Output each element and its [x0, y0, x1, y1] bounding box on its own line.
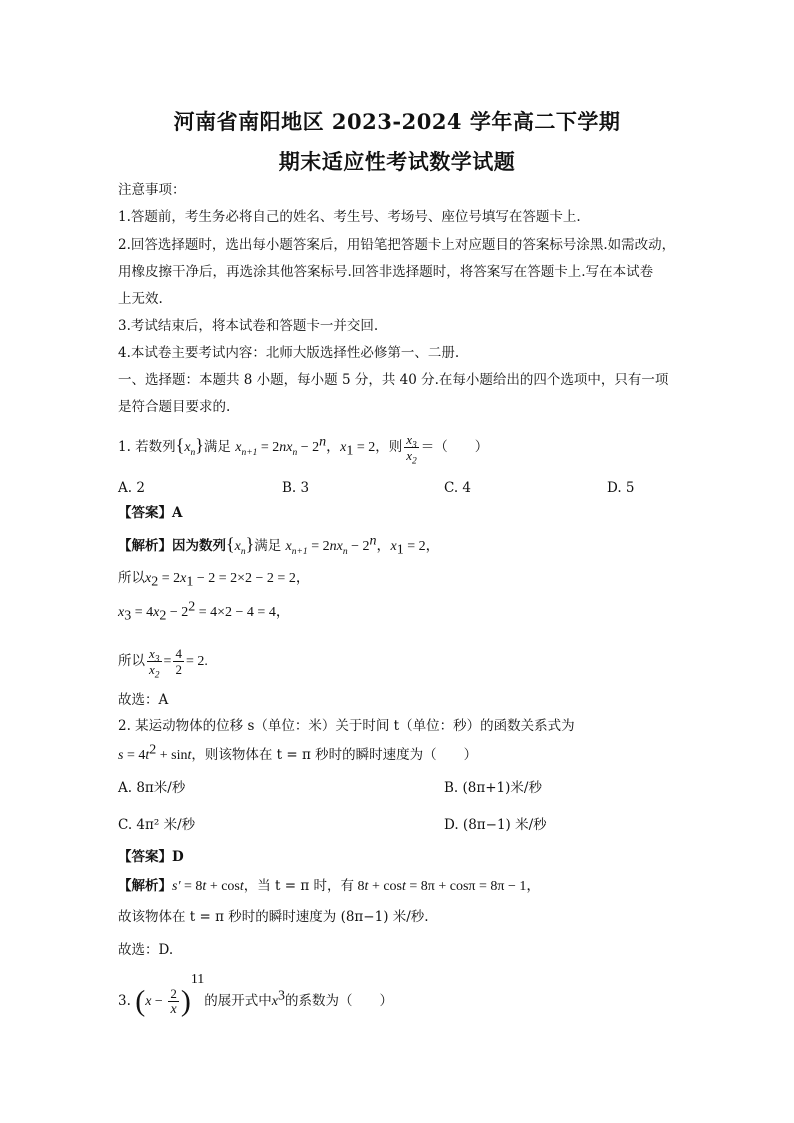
- notice-item: 3.考试结束后，将本试卷和答题卡一并交回.: [118, 318, 379, 334]
- q2-option-a: A. 8π米/秒: [118, 780, 186, 796]
- q1-mid: 满足: [203, 439, 231, 455]
- q1-so-3: 所以: [118, 653, 145, 669]
- q2-choose: 故选：D.: [118, 942, 174, 958]
- q2-option-d: D. (8π−1) 米/秒: [444, 817, 547, 833]
- q1-option-b: B. 3: [282, 480, 310, 496]
- q1-analysis: 【解析】因为数列$\{x_n\}$满足 $x_{n+1} = 2nx_n - 2^n$，$x_1 = 2$，: [118, 533, 440, 558]
- q3-number: 3.: [118, 993, 131, 1009]
- q1-option-c: C. 4: [444, 480, 472, 496]
- q1-step-3: 所以 $\frac{x_3}{x_2}$ = $\frac{4}{2}$ = 2.: [118, 646, 208, 681]
- q2-conclusion: 故该物体在 t = π 秒时的瞬时速度为 (8π−1) 米/秒.: [118, 909, 429, 925]
- q1-prefix: 1. 若数列: [118, 439, 176, 455]
- q2-answer: 【答案】D: [118, 849, 184, 865]
- q2-analysis-mid: ，当 t = π 时，有: [243, 878, 355, 894]
- q1-tail: ＝（ ）: [420, 439, 489, 455]
- q1-answer: 【答案】A: [118, 505, 183, 521]
- q1-choose: 故选：A: [118, 692, 169, 708]
- q1-analysis-mid: 满足: [254, 538, 282, 554]
- question-1: 1. 若数列$\{x_n\}$满足 $x_{n+1} = 2nx_n - 2^n$，$x_1 = 2$，则 $\frac{x_3}{x_2}$ ＝（ ）: [118, 432, 489, 467]
- q1-then: ，则: [375, 439, 403, 455]
- question-3: 3. (x − $\frac{2}{x}$ )$^{11}$的展开式中$x^3$的系数为（ ）: [118, 972, 394, 1018]
- q2-option-b: B. (8π+1)米/秒: [444, 780, 542, 796]
- notice-heading: 注意事项：: [118, 182, 186, 198]
- q1-option-a: A. 2: [118, 480, 145, 496]
- q1-so-1: 所以: [118, 570, 145, 586]
- question-2-line-2: $s = 4t^2 + \sin t$，则该物体在 t = π 秒时的瞬时速度为（ ）: [118, 742, 478, 763]
- notice-item: 4.本试卷主要考试内容：北师大版选择性必修第一、二册.: [118, 345, 460, 361]
- q2-analysis-prefix: 【解析】: [118, 878, 172, 894]
- notice-item: 用橡皮擦干净后，再选涂其他答案标号.回答非选择题时，将答案写在答题卡上.写在本试卷: [118, 264, 654, 280]
- q2-analysis: 【解析】s′ = 8t + cost，当 t = π 时，有 8t + cost = 8π + cosπ = 8π − 1，: [118, 878, 541, 894]
- q2-tail: ，则该物体在 t = π 秒时的瞬时速度为（ ）: [191, 747, 478, 763]
- q1-step-2: $x_3 = 4x_2 - 2^2 = 4\times 2 - 4 = 4$，: [118, 599, 290, 624]
- q1-option-d: D. 5: [607, 480, 635, 496]
- page-title: 河南省南阳地区 2023-2024 学年高二下学期: [173, 109, 621, 134]
- section-heading: 一、选择题：本题共 8 小题，每小题 5 分，共 40 分.在每小题给出的四个选项中，只有一项: [118, 372, 669, 388]
- notice-item: 2.回答选择题时，选出每小题答案后，用铅笔把答题卡上对应题目的答案标号涂黑.如需改动，: [118, 237, 676, 253]
- q1-analysis-prefix: 【解析】因为数列: [118, 538, 226, 554]
- question-2-line-1: 2. 某运动物体的位移 s（单位：米）关于时间 t（单位：秒）的函数关系式为: [118, 718, 575, 734]
- q2-option-c: C. 4π² 米/秒: [118, 817, 196, 833]
- notice-item: 1.答题前，考生务必将自己的姓名、考生号、考场号、座位号填写在答题卡上.: [118, 209, 581, 225]
- q3-tail-2: 的系数为（ ）: [285, 993, 394, 1009]
- notice-item: 上无效.: [118, 291, 163, 307]
- q1-step-1: 所以$x_2 = 2x_1 - 2 = 2\times 2 - 2 = 2$，: [118, 570, 310, 590]
- page-subtitle: 期末适应性考试数学试题: [278, 149, 516, 174]
- section-heading-cont: 是符合题目要求的.: [118, 399, 231, 415]
- q3-tail: 的展开式中: [204, 993, 272, 1009]
